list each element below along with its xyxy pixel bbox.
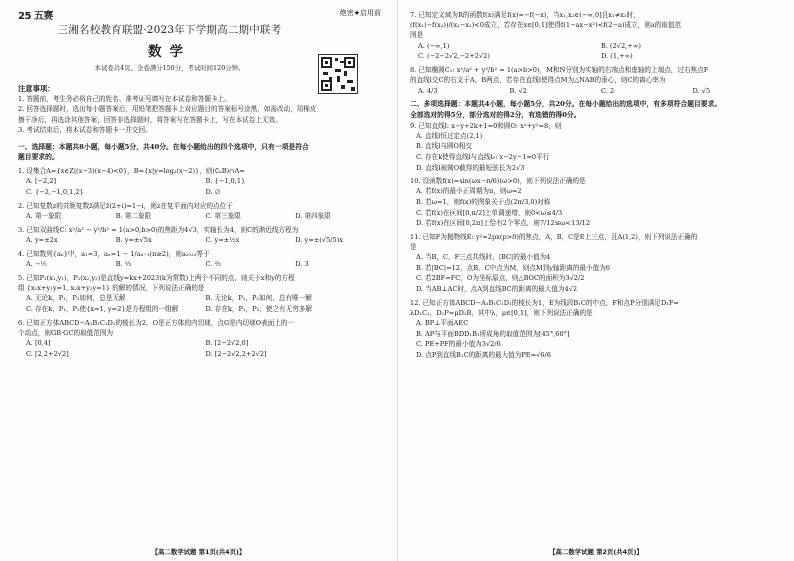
- option: A. (−∞,1): [418, 41, 450, 50]
- qr-code-icon: [318, 54, 358, 94]
- question-6-options: [18, 338, 385, 349]
- question-5-options: [18, 304, 385, 315]
- option: D. 点P到直线B₁C的距离的最大值为PE=√6/6: [416, 350, 551, 359]
- exam-info: 本试卷共4页。全卷满分150分，考试时间120分钟。: [94, 64, 245, 72]
- question-4-options: [18, 259, 385, 270]
- notice-line: 3. 考试结束后，将本试卷和答题卡一并交回。: [18, 126, 152, 135]
- question-7-options: [410, 51, 784, 62]
- notice-line: 2. 回答选择题时，选出每小题答案后，用铅笔把答题卡上对应题目的答案标号涂黑，如需改动，用橡皮: [18, 105, 317, 114]
- option: B. 第二象限: [115, 211, 152, 220]
- option: A. 4/3: [418, 86, 438, 95]
- option: C. 第三象限: [205, 211, 241, 220]
- question-8: 8. 已知椭圆C₁: x²/a² + y²/b² = 1(a>b>0)，M和N分别为实轴的右端点和虚轴的上端点，过右焦点F: [410, 66, 709, 75]
- option: B. 无论k，P₁，P₂如何，总有唯一解: [205, 294, 312, 303]
- option: B. {−1,0,1}: [205, 177, 246, 186]
- option: B. 若ω=1，则f(x)的图象关于点(2π/3,0)对称: [416, 197, 551, 206]
- question-3: 3. 已知双曲线C: x²/a² − y²/b² = 1(a>0,b>0)的焦距为4√3，实轴长为4，则C的渐近线方程为: [18, 225, 299, 234]
- section-heading-cont: 题目要求的。: [18, 153, 59, 162]
- subject-title: 数学: [148, 44, 191, 60]
- question-5-cont: 组 {x₁x+y₁y=1, x₂x+y₂y=1} 的解的情况，下列说法正确的是: [18, 283, 205, 292]
- option: C. y=±½x: [205, 235, 240, 244]
- option: B. 直线l与圆O相交: [416, 142, 473, 151]
- question-9: 9. 已知直线l: x−y+2k+1=0和圆O: x²+y²=8，则: [410, 121, 562, 130]
- question-6-options: [18, 349, 385, 360]
- section-heading-cont: 全部选对的得5分，部分选对的得2分，有选错的得0分。: [410, 111, 581, 119]
- option: B. (2√2,+∞): [601, 41, 641, 50]
- question-1-options: [18, 187, 385, 198]
- option: C. 存在k使得直线l与直线l₀: x−2y−1=0平行: [416, 152, 550, 161]
- option: D. [2−2√2,2+2√2]: [205, 349, 267, 358]
- option: B. ⅓: [115, 259, 132, 268]
- publisher-logo: 25 五赛: [18, 11, 53, 22]
- question-6-cont: 个动点，则GB·GC的取值范围为: [18, 328, 114, 337]
- option: A. 无论k，P₁，P₂如何，总是无解: [26, 294, 126, 303]
- exam-title: 三湘名校教育联盟·2023年下学期高二期中联考: [57, 24, 282, 36]
- option: C. (−2−2√2,−2+2√2): [418, 52, 490, 61]
- question-7-cont: 围是: [410, 31, 424, 40]
- option: C. [2,2+2√2]: [26, 349, 69, 358]
- option: B. AP与平面BDD₁B₁所成角的取值范围为[45°,60°]: [416, 329, 570, 338]
- question-6: 6. 已知正方体ABCD−A₁B₁C₁D₁的棱长为2，O是正方体的内切球，点G是内切球O表面上的一: [18, 318, 294, 327]
- question-12: 12. 已知正方体ABCD−A₁B₁C₁D₁的棱长为1，E为线段B₁C的中点，F和点P分别满足D₁F=: [410, 298, 679, 307]
- question-7: 7. 已知定义域为R的函数f(x)满足f(x)=−f(−x)，当x₁,x₂∈(−∞,0]且x₁≠x₂时，: [410, 11, 640, 19]
- notice-heading: 注意事项：: [18, 84, 55, 93]
- notice-line: 1. 答题前，考生务必将自己的姓名、准考证号填写在本试卷和答题卡上。: [18, 95, 231, 103]
- option: C. 2: [601, 86, 615, 95]
- question-1-options: [18, 176, 385, 187]
- option: D. 直线l被圆O截得的最短弦长为2√3: [416, 163, 525, 172]
- option: C. 若f(x)在区间[0,π/2]上单调递增，则0<ω≤4/3: [416, 208, 563, 217]
- question-2: 2. 已知复数z的共轭复数z̄满足z̄(2+i)=1−i，则z在复平面内对应的点位于: [18, 201, 233, 210]
- question-11: 11. 已知F为抛物线E: y²=2px(p>0)的焦点，A，B，C是E上三点，且A(1,2)，则下列说法正确的: [410, 232, 698, 241]
- question-8-options: [410, 86, 784, 97]
- question-7-cont: (f(x₁)−f(x₂))/(x₁−x₂)<0成立，若存在x∈[0,1]使得f(1−ax−x²)<f(2−a)成立，则a的取值范: [410, 21, 682, 30]
- page-footer: 【高二数学试题 第2页(共4页)】: [549, 548, 643, 556]
- page-header: [18, 6, 385, 22]
- question-11-cont: 是: [410, 242, 417, 251]
- option: A. 当B，C，F三点共线时，|BC|的最小值为4: [416, 253, 551, 262]
- question-5: 5. 已知P₁(x₁,y₁)，P₂(x₂,y₂)是直线y=kx+2023(k为常数)上两个不同的点，则关于x和y的方程: [18, 273, 295, 282]
- page-2: [397, 0, 794, 561]
- option: A. y=±2x: [26, 235, 58, 244]
- question-2-options: [18, 211, 385, 222]
- question-7-options: [410, 41, 784, 52]
- option: D. y=±(√5/5)x: [295, 235, 343, 244]
- page-footer: 【高二数学试题 第1页(共4页)】: [151, 548, 246, 556]
- option: C. PE+PF的最小值为3√2/6: [416, 340, 501, 349]
- option: D. √5: [692, 86, 711, 95]
- option: C. {−2,−1,0,1,2}: [26, 187, 84, 196]
- option: D. 当AB⊥AC时，点A到直线BC的距离的最大值为4√2: [416, 284, 578, 293]
- question-1: 1. 设集合A={x∈Z|(x−3)(x−4)<0}，B={x|y=log₂(x−2)}，则(∁ₐB)∩A=: [18, 166, 245, 175]
- question-12-cont: λD₁C₁，D₁P=μD₁B，其中λ，μ∈[0,1]，则下列说法正确的是: [410, 308, 593, 317]
- option: A. −½: [26, 259, 47, 268]
- option: C. 存在k，P₁，P₂使{x=1, y=2}是方程组的一组解: [26, 304, 179, 313]
- option: A. 第一象限: [26, 211, 62, 220]
- question-3-options: [18, 235, 385, 246]
- question-4: 4. 已知数列{aₙ}中，a₁=3，aₙ=1 − 1/aₙ₋₁(n≥2)，则a₂₀₂₃等于: [18, 249, 210, 258]
- option: A. [0,4]: [26, 339, 51, 348]
- option: C. 若2BF=FC，O为坐标原点，则△BOC的面积为3√2/2: [416, 274, 585, 283]
- option: B. 若|BC|=12，点B，C中点为M，则点M到y轴距离的最小值为6: [416, 263, 611, 272]
- option: A. [−2,2]: [26, 177, 57, 186]
- option: B. √2: [509, 86, 527, 95]
- secret-mark: 绝密★启用前: [339, 9, 381, 17]
- option: D. 3: [295, 259, 309, 268]
- option: D. ∅: [205, 187, 221, 196]
- notice-line: 擦干净后，再选涂其他答案；回答非选择题时，将答案写在答题卡上，写在本试卷上无效。: [18, 115, 282, 124]
- option: A. 直线l恒过定点(2,1): [416, 131, 483, 140]
- question-5-options: [18, 293, 385, 304]
- option: C. ⅔: [205, 259, 221, 268]
- question-8-cont: 的直线l交C的右支于A，B两点，若存在直线l使得点M为△NAB的垂心，则C的离心率为: [410, 76, 666, 85]
- option: B. y=±√5x: [115, 235, 152, 244]
- option: A. BP⊥平面AEC: [416, 318, 469, 327]
- option: A. 若f(x)的最小正周期为π，则ω=2: [416, 187, 522, 196]
- section-heading: 一、选择题：本题共8小题，每小题5分，共40分。在每小题给出的四个选项中，只有一项是符合: [18, 142, 309, 151]
- option: D. 存在k，P₁，P₂，使之有无穷多解: [205, 304, 313, 313]
- question-10: 10. 设函数f(x)=sin(ωx−π/6)(ω>0)，则下列说法正确的是: [410, 177, 586, 186]
- option: D. (1,+∞): [601, 52, 633, 61]
- option: B. [2−2√2,0]: [205, 339, 249, 348]
- option: D. 若f(x)在区间[0,2π]上恰有2个零点，则7/12≤ω<13/12: [416, 219, 591, 228]
- section-heading: 二、多项选择题：本题共4小题，每小题5分，共20分。在每小题给出的选项中，有多项符合题目要求。: [410, 100, 722, 109]
- option: D. 第四象限: [295, 211, 331, 220]
